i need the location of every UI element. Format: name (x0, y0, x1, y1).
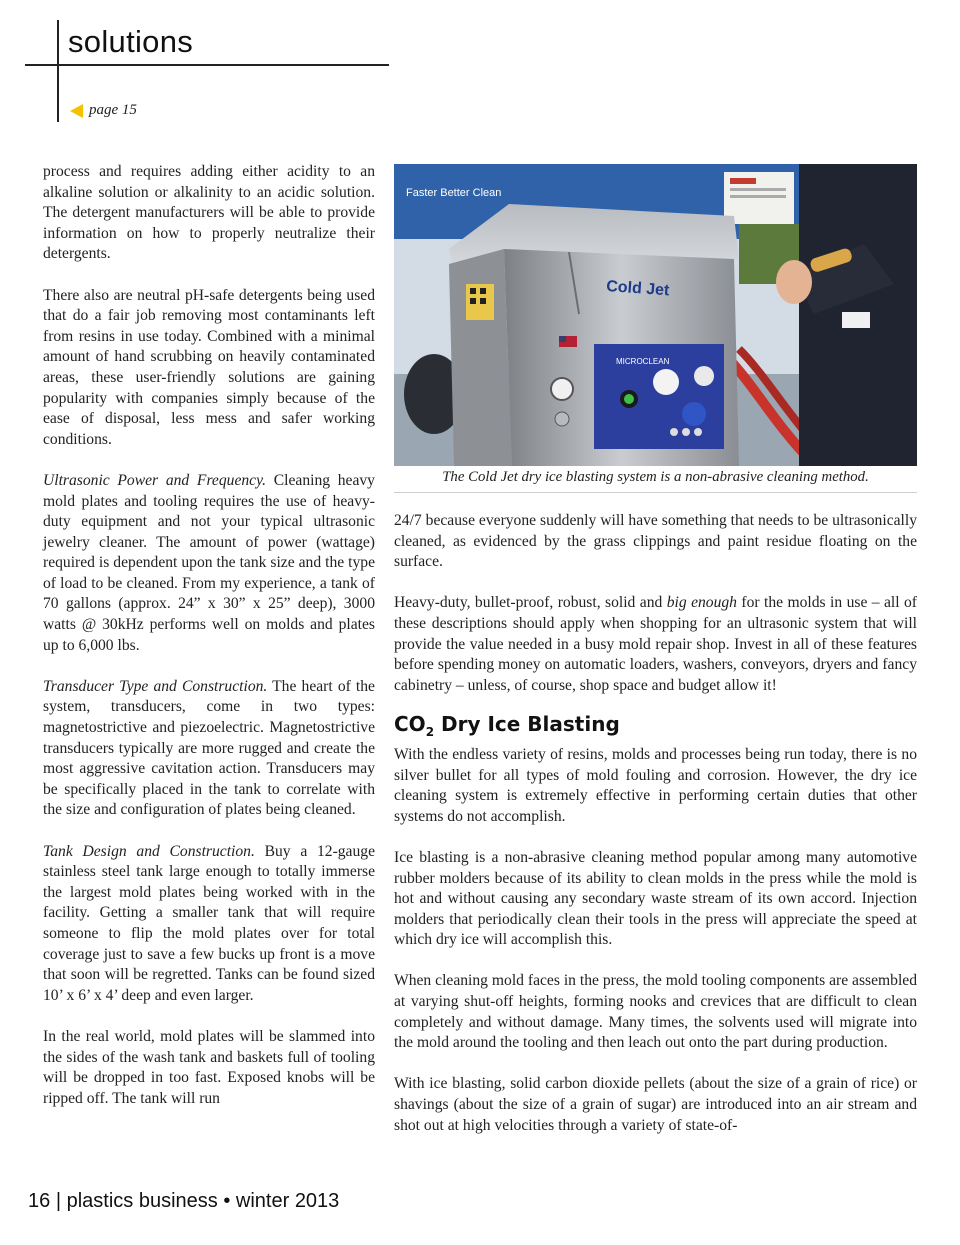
paragraph: In the real world, mold plates will be slammed into the sides of the wash tank and baskets full of tooling will be dropped in too fast. Exposed knobs will be ripped off. The tank will run (43, 1027, 375, 1107)
article-photo (394, 164, 917, 466)
page-footer (28, 1190, 339, 1213)
header-rule-horizontal (25, 64, 389, 66)
paragraph: Tank Design and Construction. Buy a 12-gauge stainless steel tank large enough to totally immerse the largest mold plates being worked with in the facility. Getting a smaller tank that will require someone to flip the mold plates over for total coverage just to save a few bucks up front is a move that soon will be regretted. Tanks can be found sized 10’ x 6’ x 4’ deep and even larger. (43, 842, 375, 1004)
paragraph: When cleaning mold faces in the press, the mold tooling components are assembled at varying shut-off heights, forming nooks and crevices that are difficult to clean completely and without damage. Many times, the solvents used will migrate into the mold around the tooling and then leach out onto the part during production. (394, 972, 917, 1052)
issue-date: winter 2013 (235, 1190, 340, 1212)
publication-name: plastics business (66, 1190, 218, 1212)
left-column (43, 162, 375, 1130)
caption-divider (394, 492, 917, 493)
paragraph: 24/7 because everyone suddenly will have something that needs to be ultrasonically cleaned, as evidenced by the grass clippings and paint residue floating on the surface. (394, 512, 917, 571)
run-in-heading: Tank Design and Construction. (43, 842, 255, 860)
paragraph: With the endless variety of resins, molds and processes being run today, there is no silver bullet for all types of mold fouling and corrosion. However, the dry ice cleaning system is extremely effective in performing certain duties that other systems do not accomplish. (394, 745, 917, 825)
emphasis: big enough (666, 594, 737, 612)
run-in-heading: Transducer Type and Construction. (43, 677, 268, 695)
paragraph: Ice blasting is a non-abrasive cleaning method popular among many automotive rubber molders because of its ability to clean molds in the press while the mold is hot and without causing any secondary waste stream of its own accord. Injection molders that periodically clean their tools in the press will appreciate the speed at which dry ice will accomplish this. (394, 848, 917, 949)
wall-sign-text: Faster Better Clean (406, 187, 502, 199)
section-title: solutions (68, 24, 194, 59)
paragraph: Ultrasonic Power and Frequency. Cleaning heavy mold plates and tooling requires the use of heavy-duty equipment and not your typical ultrasonic jewelry cleaner. The amount of power (wattage) required is dependent upon the tank size and the type of load to be cleaned. From my experience, a tank of 70 gallons (approx. 24” x 30” x 25” deep), 3000 watts @ 30kHz performs well on molds and plates up to 6,000 lbs. (43, 471, 375, 654)
right-column (394, 511, 917, 1157)
machine-brand-text: Cold Jet (605, 278, 670, 300)
panel-label-text: MICROCLEAN (616, 357, 670, 366)
page-number: 16 (28, 1190, 51, 1212)
header-rule-vertical (57, 20, 59, 122)
paragraph: process and requires adding either acidity to an alkaline solution or alkalinity to an acidic solution. The detergent manufacturers will be able to provide information on how to properly neutralize their detergents. (43, 163, 375, 263)
paragraph: Transducer Type and Construction. The heart of the system, transducers, come in two types: magnetostrictive and piezoelectric. Magnetostrictive transducers typically are more rugged and create the most aggressive cavitation action. Transducers may be specifically placed in the tank to correlate with the size and configuration of plates being cleaned. (43, 677, 375, 819)
page-continuation-link[interactable] (70, 102, 137, 119)
section-heading: $CO_2$ Dry Ice Blasting (394, 711, 620, 739)
paragraph: Heavy-duty, bullet-proof, robust, solid and big enough for the molds in use – all of these descriptions should apply when shopping for an ultrasonic system that will provide the value needed in a busy mold repair shop. Invest in all of these features before spending money on automatic loaders, washers, conveyors, dryers and fancy cabinetry – unless, of course, shop space and budget allow it! (394, 594, 917, 694)
footer-separator: | (55, 1190, 62, 1212)
run-in-heading: Ultrasonic Power and Frequency. (43, 471, 267, 489)
paragraph: There also are neutral pH-safe detergents being used that do a fair job removing most contaminants left from resins in use today. Combined with a minimal amount of hand scrubbing on heavily contaminated areas, these user-friendly solutions are gaining popularity with companies simply because of the ease of disposal, less mess and safer working conditions. (43, 286, 375, 448)
arrow-left-icon (70, 104, 83, 118)
paragraph: With ice blasting, solid carbon dioxide pellets (about the size of a grain of rice) or shavings (about the size of a grain of sugar) are introduced into an air stream and shot out at high velocities through a variety of state-of- (394, 1075, 917, 1134)
footer-bullet: • (223, 1190, 231, 1212)
photo-caption: The Cold Jet dry ice blasting system is a non-abrasive cleaning method. (442, 469, 869, 485)
page-ref-label: page 15 (89, 102, 137, 118)
